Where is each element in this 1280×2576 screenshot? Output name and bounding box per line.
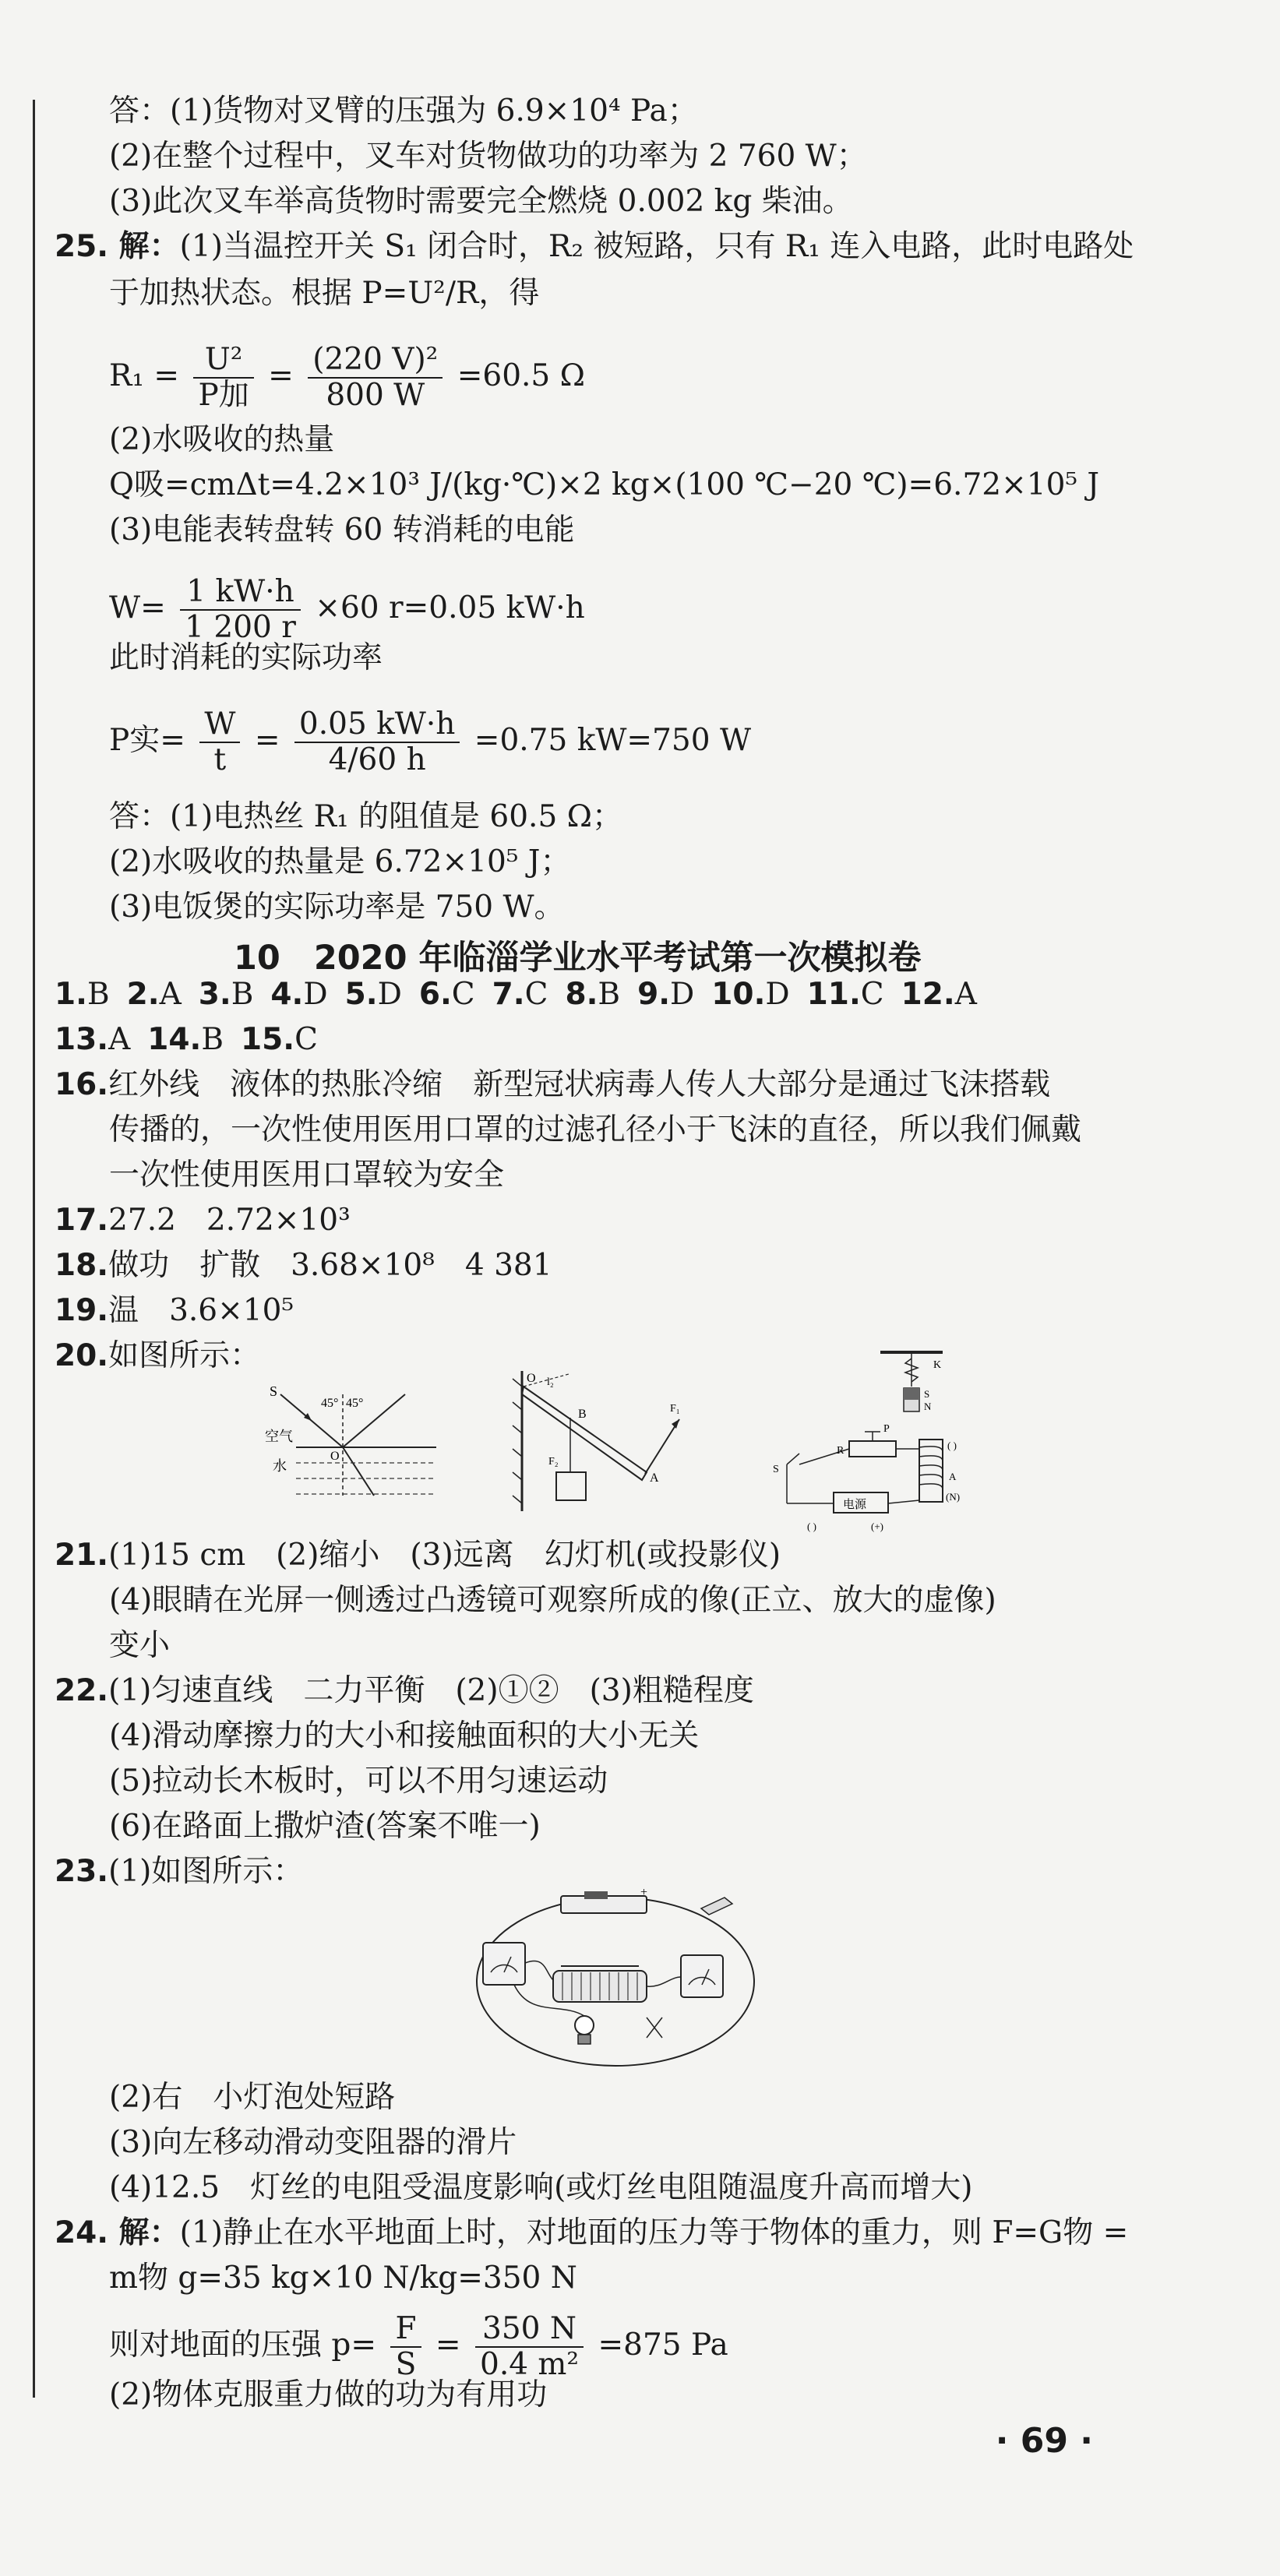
margin-line — [33, 100, 35, 2398]
choice-answer — [637, 977, 694, 1012]
choice-letter: B — [598, 977, 621, 1012]
equals: = — [254, 723, 280, 758]
q25-answer-1: 答：(1)电热丝 R₁ 的阻值是 60.5 Ω； — [109, 799, 623, 834]
label-s: S — [270, 1383, 278, 1399]
label-l2: l₂ — [547, 1376, 554, 1388]
label-o: O — [527, 1372, 536, 1385]
choice-number: 12. — [901, 977, 955, 1012]
fraction-kwh-r — [180, 575, 301, 645]
label-n-bracket: (N) — [946, 1491, 961, 1503]
choice-answer — [241, 1022, 318, 1057]
choice-letter: D — [303, 977, 328, 1012]
label-a: A — [949, 1471, 957, 1482]
label-f1: F₁ — [670, 1403, 680, 1415]
choice-letter: D — [377, 977, 402, 1012]
frac-den: 1 200 r — [185, 610, 296, 645]
choice-letter: B — [231, 977, 254, 1012]
frac-den: t — [213, 742, 227, 777]
label-plus: + — [640, 1886, 648, 1899]
choice-number: 9. — [637, 977, 671, 1012]
choice-letter: D — [670, 977, 695, 1012]
frac-num: 0.05 kW·h — [294, 707, 460, 743]
q22-line-1 — [55, 1672, 754, 1711]
p-result: =0.75 kW=750 W — [474, 723, 752, 758]
frac-num: (220 V)² — [308, 343, 443, 379]
q24-line-1 — [55, 2214, 1128, 2253]
q25-line-2: 于加热状态。根据 P=U²/R，得 — [109, 276, 540, 311]
fraction-kwh-h — [294, 707, 460, 777]
choice-number: 1. — [55, 977, 87, 1012]
label-s-pole: S — [924, 1388, 930, 1400]
q25-formula-r1 — [109, 343, 585, 413]
equals: = — [435, 2328, 461, 2363]
frac-num: 1 kW·h — [180, 575, 301, 611]
q25-line-5: Q吸=cmΔt=4.2×10³ J/(kg·℃)×2 kg×(100 ℃−20 ℃)=6.72×10⁵ J — [109, 467, 1100, 502]
q25-line-6: (3)电能表转盘转 60 转消耗的电能 — [109, 513, 575, 548]
q22-line-4: (6)在路面上撒炉渣(答案不唯一) — [109, 1809, 541, 1844]
q23-line-2: (2)右 小灯泡处短路 — [109, 2080, 396, 2115]
prev-answer-2: (2)在整个过程中，叉车对货物做功的功率为 2 760 W； — [109, 139, 867, 174]
prev-answer-3: (3)此次叉车举高货物时需要完全燃烧 0.002 kg 柴油。 — [109, 184, 853, 219]
choice-answer — [127, 977, 182, 1012]
q21-line-1 — [55, 1536, 781, 1575]
choice-letter: C — [860, 977, 884, 1012]
choice-answer — [711, 977, 789, 1012]
q17-number: 17. — [55, 1203, 109, 1238]
choice-answer — [55, 977, 110, 1012]
choice-number: 8. — [565, 977, 598, 1012]
q25-formula-p — [109, 707, 751, 777]
q16-line-2: 传播的，一次性使用医用口罩的过滤孔径小于飞沫的直径，所以我们佩戴 — [109, 1112, 1082, 1147]
p-label: P实= — [109, 723, 185, 758]
q23-number: 23. — [55, 1854, 109, 1889]
choice-answer — [901, 977, 977, 1012]
r1-label: R₁ = — [109, 358, 180, 393]
label-b: B — [578, 1408, 587, 1421]
q21-number: 21. — [55, 1538, 109, 1573]
choice-number: 3. — [198, 977, 231, 1012]
choice-answer — [807, 977, 884, 1012]
q21-text-1: (1)15 cm (2)缩小 (3)远离 幻灯机(或投影仪) — [108, 1538, 781, 1573]
q21-line-2: (4)眼睛在光屏一侧透过凸透镜可观察所成的像(正立、放大的虚像) — [109, 1583, 996, 1618]
fraction-w-t — [199, 707, 240, 777]
choice-number: 10. — [711, 977, 766, 1012]
choice-number: 5. — [344, 977, 378, 1012]
choice-answer — [147, 1022, 224, 1057]
choice-letter: A — [108, 1022, 131, 1057]
choice-letter: D — [765, 977, 790, 1012]
q19 — [55, 1292, 294, 1330]
q16-line-1 — [55, 1066, 1050, 1105]
choice-answer — [345, 977, 402, 1012]
q18-text: 做功 扩散 3.68×10⁸ 4 381 — [108, 1248, 552, 1283]
q24-formula-p — [109, 2312, 728, 2382]
frac-den: 4/60 h — [328, 742, 426, 777]
q18-number: 18. — [55, 1248, 109, 1283]
choice-letter: B — [86, 977, 110, 1012]
choice-letter: B — [201, 1022, 224, 1057]
q25-formula-w — [109, 575, 585, 645]
q25-answer-2: (2)水吸收的热量是 6.72×10⁵ J； — [109, 844, 571, 879]
choice-answer — [565, 977, 620, 1012]
frac-num: 350 N — [475, 2312, 584, 2348]
label-power: 电源 — [843, 1499, 867, 1511]
circuit-diagram — [467, 1885, 763, 2072]
q20 — [55, 1337, 260, 1376]
choice-answer — [419, 977, 475, 1012]
q23-line-1 — [55, 1852, 303, 1891]
choice-number: 4. — [270, 977, 304, 1012]
label-air: 空气 — [265, 1429, 293, 1444]
q25-line-1 — [55, 227, 1134, 266]
q25-number: 25. 解： — [55, 229, 180, 264]
choice-number: 14. — [147, 1022, 202, 1057]
q22-number: 22. — [55, 1673, 109, 1708]
choice-number: 7. — [492, 977, 525, 1012]
label-paren-top: ( ) — [947, 1440, 957, 1451]
frac-den: P加 — [198, 378, 249, 413]
q17 — [55, 1201, 351, 1240]
section-title: 10 2020 年临淄学业水平考试第一次模拟卷 — [234, 939, 922, 978]
w-label: W= — [109, 590, 166, 625]
choice-answers-row-1 — [55, 975, 994, 1014]
label-r: R — [837, 1445, 845, 1457]
q24-line-4: (2)物体克服重力做的功为有用功 — [109, 2377, 548, 2412]
q25-text-1: (1)当温控开关 S₁ 闭合时，R₂ 被短路，只有 R₁ 连入电路，此时电路处 — [179, 229, 1134, 264]
frac-den: 800 W — [326, 378, 425, 413]
q25-line-4: (2)水吸收的热量 — [109, 422, 335, 457]
q21-line-3: 变小 — [109, 1628, 171, 1663]
lever-diagram — [506, 1363, 693, 1519]
w-result: ×60 r=0.05 kW·h — [315, 590, 585, 625]
q24-text-1: (1)静止在水平地面上时，对地面的压力等于物体的重力，则 F=G物 = — [179, 2215, 1129, 2250]
page-number: · 69 · — [995, 2421, 1093, 2461]
choice-letter: C — [294, 1022, 318, 1057]
frac-den: S — [395, 2347, 417, 2382]
equals: = — [268, 358, 294, 393]
label-plus: (+) — [871, 1521, 883, 1532]
choice-letter: A — [954, 977, 977, 1012]
q23-line-3: (3)向左移动滑动变阻器的滑片 — [109, 2125, 517, 2160]
q16-line-3: 一次性使用医用口罩较为安全 — [109, 1158, 505, 1193]
electromagnet-diagram — [756, 1348, 997, 1535]
frac-den: 0.4 m² — [480, 2347, 580, 2382]
choice-letter: A — [159, 977, 182, 1012]
choice-answer — [270, 977, 327, 1012]
q18 — [55, 1246, 552, 1285]
q17-text: 27.2 2.72×10³ — [108, 1203, 351, 1238]
choice-number: 15. — [241, 1022, 295, 1057]
label-k: K — [933, 1359, 942, 1371]
q20-text: 如图所示： — [108, 1338, 261, 1373]
label-o: O — [330, 1450, 340, 1463]
q22-line-3: (5)拉动长木板时，可以不用匀速运动 — [109, 1764, 608, 1799]
choice-number: 6. — [418, 977, 452, 1012]
q24-number: 24. 解： — [55, 2215, 180, 2250]
fraction-f-s — [390, 2312, 421, 2382]
q16-number: 16. — [55, 1067, 109, 1102]
choice-answers-row-2 — [55, 1020, 335, 1059]
q23-line-4: (4)12.5 灯丝的电阻受温度影响(或灯丝电阻随温度升高而增大) — [109, 2170, 973, 2205]
choice-letter: C — [524, 977, 548, 1012]
choice-number: 13. — [55, 1022, 109, 1057]
r1-result: =60.5 Ω — [457, 358, 585, 393]
fraction-u2-p — [193, 343, 253, 413]
label-angle-1: 45° — [321, 1397, 339, 1410]
q25-line-8: 此时消耗的实际功率 — [109, 640, 383, 675]
q22-text-1: (1)匀速直线 二力平衡 (2)①② (3)粗糙程度 — [108, 1673, 754, 1708]
fraction-350-04 — [475, 2312, 584, 2382]
label-f2: F₂ — [548, 1456, 559, 1468]
prev-answer-1: 答：(1)货物对叉臂的压强为 6.9×10⁴ Pa； — [109, 93, 698, 129]
frac-num: F — [390, 2312, 421, 2348]
q25-answer-3: (3)电饭煲的实际功率是 750 W。 — [109, 890, 565, 925]
frac-num: W — [199, 707, 240, 743]
choice-letter: C — [451, 977, 475, 1012]
refraction-diagram — [265, 1379, 452, 1511]
q20-number: 20. — [55, 1338, 109, 1373]
choice-answer — [199, 977, 254, 1012]
label-a: A — [650, 1471, 659, 1485]
q23-text-1: (1)如图所示： — [108, 1854, 304, 1889]
label-n-pole: N — [924, 1401, 932, 1412]
q22-line-2: (4)滑动摩擦力的大小和接触面积的大小无关 — [109, 1718, 700, 1753]
label-angle-2: 45° — [346, 1397, 364, 1410]
p-label: 则对地面的压强 p= — [109, 2328, 377, 2363]
label-p: P — [883, 1423, 890, 1435]
label-paren-bottom: ( ) — [807, 1521, 816, 1532]
frac-num: U² — [193, 343, 253, 379]
q24-line-2: m物 g=35 kg×10 N/kg=350 N — [109, 2261, 577, 2296]
label-water: 水 — [273, 1458, 287, 1474]
q19-number: 19. — [55, 1293, 109, 1328]
q19-text: 温 3.6×10⁵ — [108, 1293, 294, 1328]
choice-number: 2. — [126, 977, 160, 1012]
choice-number: 11. — [806, 977, 861, 1012]
q16-text-1: 红外线 液体的热胀冷缩 新型冠状病毒人传人大部分是通过飞沫搭载 — [108, 1067, 1051, 1102]
choice-answer — [492, 977, 548, 1012]
p-result: =875 Pa — [598, 2328, 728, 2363]
choice-answer — [55, 1022, 130, 1057]
label-switch: S — [773, 1464, 779, 1475]
fraction-220-800 — [308, 343, 443, 413]
